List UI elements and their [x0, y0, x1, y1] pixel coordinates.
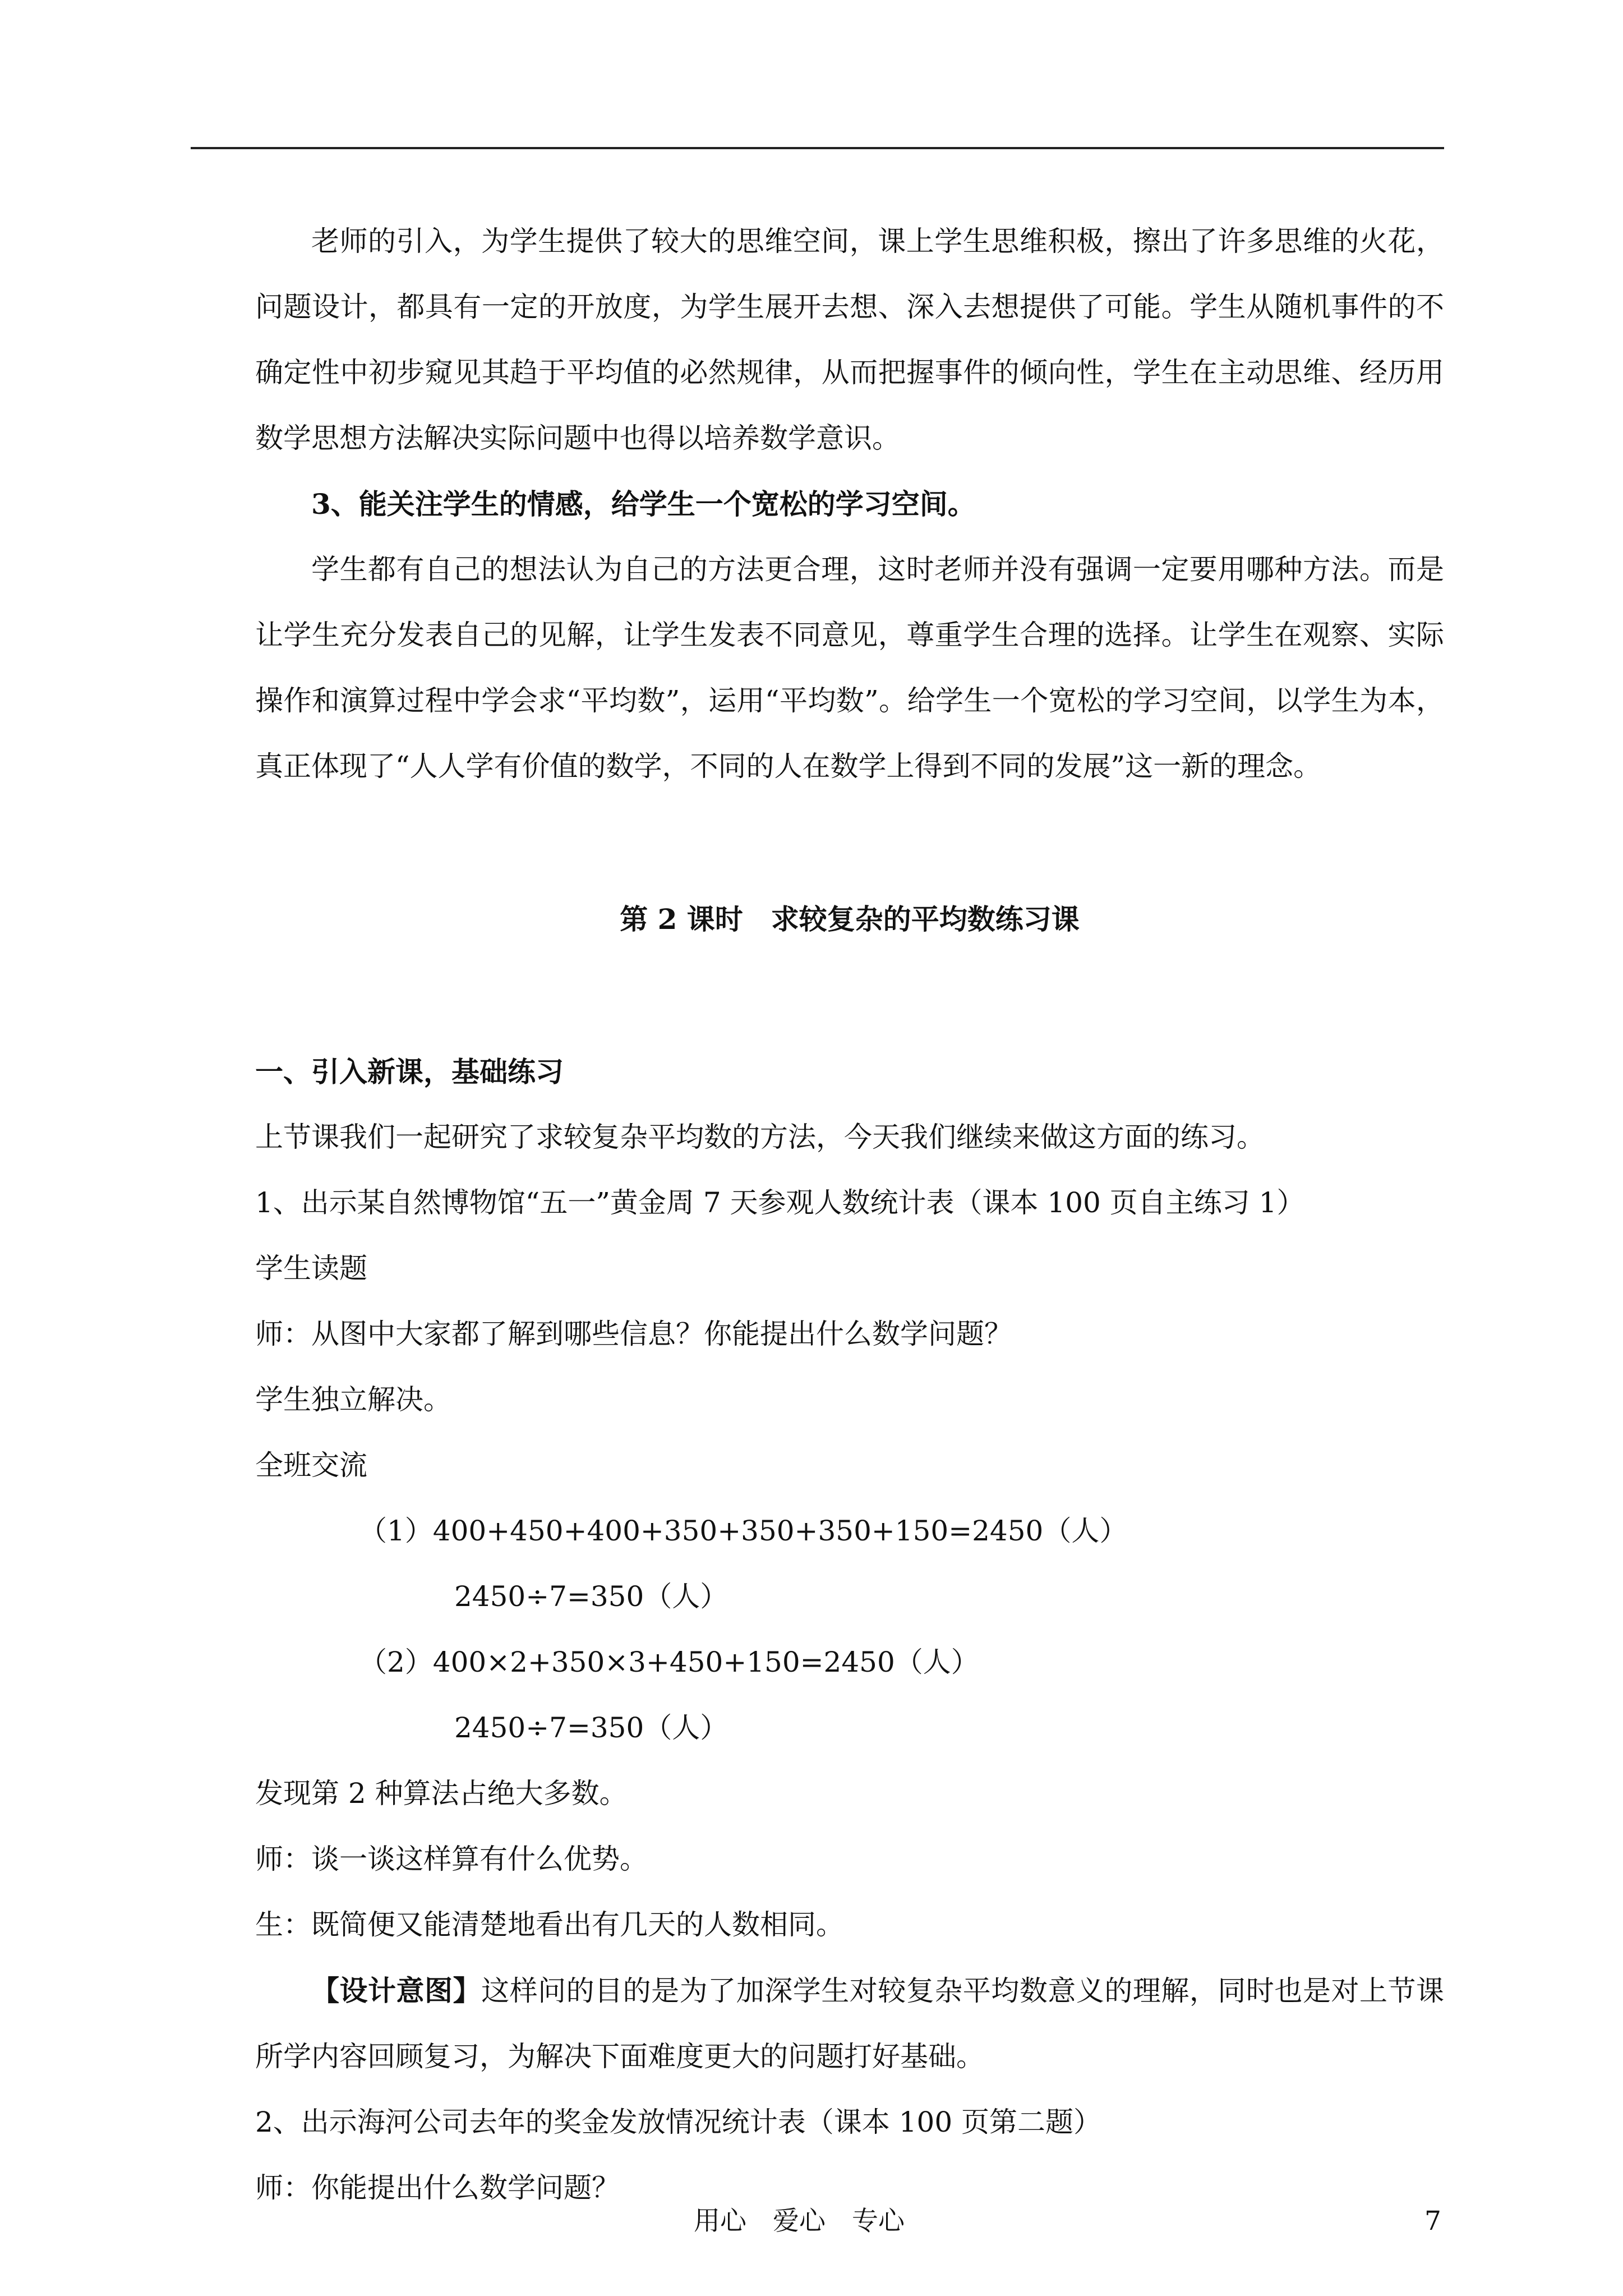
design-intent-label: 【设计意图】	[311, 1974, 482, 2007]
student-solve-line: 学生独立解决。	[255, 1383, 451, 1416]
page-content	[255, 209, 1444, 2221]
student-answer: 生：既简便又能清楚地看出有几天的人数相同。	[255, 1908, 844, 1941]
teacher-question-1: 师：从图中大家都了解到哪些信息？你能提出什么数学问题？	[255, 1318, 1012, 1350]
exercise-item-1: 1、出示某自然博物馆“五一”黄金周 7 天参观人数统计表（课本 100 页自主练习 1）	[255, 1186, 1305, 1219]
page-number: 7	[1424, 2206, 1441, 2237]
paragraph-student-ideas: 学生都有自己的想法认为自己的方法更合理，这时老师并没有强调一定要用哪种方法。而是让学生充分发表自己的见解，让学生发表不同意见，尊重学生合理的选择。让学生在观察、实际操作和演算过程中学会求“平均数”，运用“平均数”。给学生一个宽松的学习空间，以学生为本，真正体现了“人人学有价值的数学，不同的人在数学上得到不同的发展”这一新的理念。	[255, 553, 1444, 783]
calculation-2b: 2450÷7=350（人）	[454, 1711, 728, 1744]
class-exchange-line: 全班交流	[255, 1449, 367, 1481]
paragraph-teacher-intro: 老师的引入，为学生提供了较大的思维空间，课上学生思维积极，擦出了许多思维的火花，问题设计，都具有一定的开放度，为学生展开去想、深入去想提供了可能。学生从随机事件的不确定性中初步窥见其趋于平均值的必然规律，从而把握事件的倾向性，学生在主动思维、经历用数学思想方法解决实际问题中也得以培养数学意识。	[255, 225, 1444, 454]
design-intent-paragraph	[255, 1958, 1444, 2090]
design-intent-text: 这样问的目的是为了加深学生对较复杂平均数意义的理解，同时也是对上节课所学内容回顾复习，为解决下面难度更大的问题打好基础。	[255, 1975, 1444, 2073]
student-read-line: 学生读题	[255, 1252, 367, 1285]
teacher-question-2: 师：谈一谈这样算有什么优势。	[255, 1843, 648, 1875]
exercise-item-2: 2、出示海河公司去年的奖金发放情况统计表（课本 100 页第二题）	[255, 2106, 1102, 2138]
section-heading-1: 一、引入新课，基础练习	[255, 1055, 564, 1088]
finding-line: 发现第 2 种算法占绝大多数。	[255, 1777, 628, 1810]
teacher-question-3: 师：你能提出什么数学问题？	[255, 2171, 620, 2204]
header-rule	[191, 147, 1444, 149]
intro-line: 上节课我们一起研究了求较复杂平均数的方法，今天我们继续来做这方面的练习。	[255, 1121, 1265, 1153]
lesson-title: 第 2 课时 求较复杂的平均数练习课	[620, 903, 1080, 936]
calculation-2a: （2）400×2+350×3+450+150=2450（人）	[359, 1646, 979, 1678]
subheading-point-3: 3、能关注学生的情感，给学生一个宽松的学习空间。	[311, 487, 976, 521]
footer-motto: 用心 爱心 专心	[694, 2206, 905, 2237]
calculation-1a: （1）400+450+400+350+350+350+150=2450（人）	[359, 1515, 1128, 1547]
calculation-1b: 2450÷7=350（人）	[454, 1580, 728, 1613]
